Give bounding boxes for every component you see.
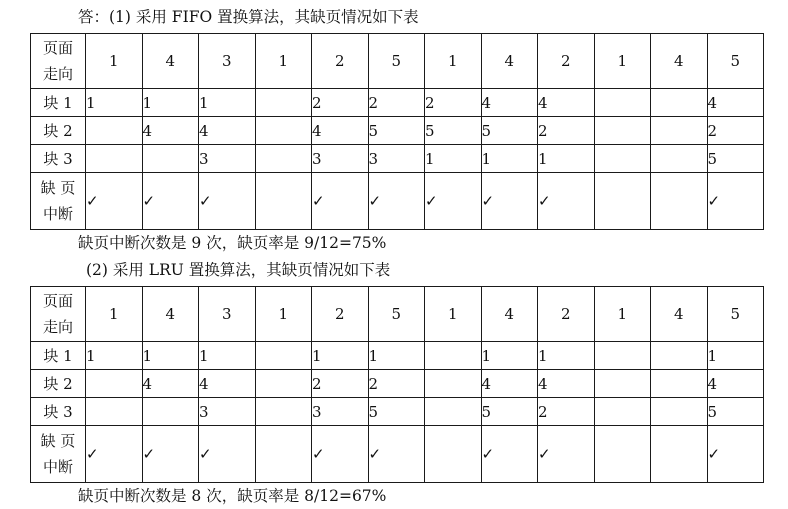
check-mark-icon: ✓ (707, 192, 721, 210)
block1-cell: 4 (707, 89, 764, 117)
fault-cell (594, 173, 651, 230)
page-cell: 2 (312, 34, 369, 89)
block3-label: 块 3 (31, 145, 86, 173)
fault-cell (86, 426, 143, 483)
page-cell: 4 (651, 287, 708, 342)
block3-row (31, 145, 764, 173)
block1-cell: 1 (481, 342, 538, 370)
block2-label: 块 2 (31, 370, 86, 398)
block3-row (31, 398, 764, 426)
block1-cell (594, 89, 651, 117)
block2-cell: 2 (707, 117, 764, 145)
fault-cell (255, 426, 312, 483)
block1-cell: 1 (312, 342, 369, 370)
block2-cell (255, 117, 312, 145)
lru-table (30, 286, 764, 483)
check-mark-icon: ✓ (312, 192, 325, 210)
block2-cell: 5 (481, 117, 538, 145)
fault-cell (481, 426, 538, 483)
block2-cell: 4 (707, 370, 764, 398)
block2-cell: 4 (199, 370, 256, 398)
block3-cell: 3 (368, 145, 425, 173)
page-sequence-row (31, 287, 764, 342)
fault-cell (538, 173, 595, 230)
block2-cell: 5 (425, 117, 482, 145)
fault-cell (594, 426, 651, 483)
block1-cell (425, 342, 482, 370)
block1-label: 块 1 (31, 89, 86, 117)
block2-cell: 4 (538, 370, 595, 398)
check-mark-icon: ✓ (142, 445, 156, 463)
fault-cell (707, 426, 764, 483)
block3-cell: 5 (368, 398, 425, 426)
fault-cell (651, 173, 708, 230)
block2-cell: 2 (538, 117, 595, 145)
block2-cell: 4 (312, 117, 369, 145)
block1-cell: 4 (481, 89, 538, 117)
page-sequence-label: 页面 走向 (31, 34, 86, 89)
check-mark-icon: ✓ (142, 192, 156, 210)
lru-heading: (2) 采用 LRU 置换算法，其缺页情况如下表 (86, 261, 391, 279)
page-sequence-row (31, 34, 764, 89)
check-mark-icon: ✓ (199, 192, 212, 210)
check-mark-icon: ✓ (199, 445, 212, 463)
block1-cell: 1 (142, 342, 199, 370)
block1-cell (255, 89, 312, 117)
block1-cell: 1 (199, 342, 256, 370)
fifo-summary: 缺页中断次数是 9 次，缺页率是 9/12=75% (78, 234, 387, 252)
block2-cell: 2 (312, 370, 369, 398)
fault-cell (481, 173, 538, 230)
block1-cell (651, 89, 708, 117)
page-cell: 2 (312, 287, 369, 342)
block1-cell (255, 342, 312, 370)
page-cell: 3 (199, 287, 256, 342)
block2-row (31, 370, 764, 398)
check-mark-icon: ✓ (425, 192, 438, 210)
check-mark-icon: ✓ (368, 192, 382, 210)
fault-cell (312, 173, 369, 230)
block2-cell: 4 (199, 117, 256, 145)
page-cell: 1 (425, 287, 482, 342)
check-mark-icon: ✓ (368, 445, 382, 463)
block1-row (31, 342, 764, 370)
page-cell: 5 (707, 287, 764, 342)
block2-cell: 2 (368, 370, 425, 398)
block1-cell: 1 (86, 342, 143, 370)
page-fault-row (31, 426, 764, 483)
page-sequence-label: 页面 走向 (31, 287, 86, 342)
block1-cell: 1 (538, 342, 595, 370)
fault-cell (142, 173, 199, 230)
block3-cell (142, 398, 199, 426)
page-cell: 1 (86, 34, 143, 89)
fifo-table (30, 33, 764, 230)
block3-cell (651, 398, 708, 426)
block1-cell: 1 (142, 89, 199, 117)
block1-cell: 2 (425, 89, 482, 117)
check-mark-icon: ✓ (481, 445, 495, 463)
page-cell: 4 (481, 34, 538, 89)
check-mark-icon: ✓ (707, 445, 721, 463)
block1-cell (594, 342, 651, 370)
block2-cell: 5 (368, 117, 425, 145)
page-cell: 4 (481, 287, 538, 342)
block3-cell (255, 145, 312, 173)
block3-cell (425, 398, 482, 426)
block3-cell: 5 (707, 398, 764, 426)
page-cell: 2 (538, 287, 595, 342)
fault-cell (312, 426, 369, 483)
block3-cell: 3 (312, 398, 369, 426)
fault-cell (86, 173, 143, 230)
check-mark-icon: ✓ (481, 192, 495, 210)
block2-cell (425, 370, 482, 398)
block2-cell (594, 117, 651, 145)
block1-cell: 1 (368, 342, 425, 370)
fault-cell (538, 426, 595, 483)
block3-cell (142, 145, 199, 173)
block3-cell (86, 145, 143, 173)
page-cell: 1 (255, 287, 312, 342)
block3-cell (255, 398, 312, 426)
page-cell: 1 (594, 287, 651, 342)
block2-cell: 4 (142, 370, 199, 398)
check-mark-icon: ✓ (86, 445, 99, 463)
block1-row (31, 89, 764, 117)
block1-cell: 1 (86, 89, 143, 117)
block3-label: 块 3 (31, 398, 86, 426)
block2-cell (86, 117, 143, 145)
page-fault-label: 缺 页 中断 (31, 426, 86, 483)
fault-cell (651, 426, 708, 483)
page-cell: 1 (86, 287, 143, 342)
block1-label: 块 1 (31, 342, 86, 370)
fault-cell (199, 426, 256, 483)
block3-cell (594, 398, 651, 426)
block1-cell: 1 (199, 89, 256, 117)
page-fault-row (31, 173, 764, 230)
block3-cell (86, 398, 143, 426)
check-mark-icon: ✓ (86, 192, 99, 210)
block2-label: 块 2 (31, 117, 86, 145)
page-cell: 4 (651, 34, 708, 89)
fault-cell (255, 173, 312, 230)
page-cell: 4 (142, 34, 199, 89)
page-cell: 4 (142, 287, 199, 342)
page-cell: 5 (707, 34, 764, 89)
block1-cell: 2 (368, 89, 425, 117)
block3-cell: 5 (707, 145, 764, 173)
fifo-heading: 答：(1) 采用 FIFO 置换算法，其缺页情况如下表 (78, 8, 419, 26)
fault-cell (425, 173, 482, 230)
check-mark-icon: ✓ (538, 192, 551, 210)
block3-cell: 1 (538, 145, 595, 173)
page-cell: 5 (368, 287, 425, 342)
fault-cell (368, 426, 425, 483)
block1-cell: 1 (707, 342, 764, 370)
block2-cell (255, 370, 312, 398)
check-mark-icon: ✓ (538, 445, 551, 463)
block2-cell (594, 370, 651, 398)
block2-cell (86, 370, 143, 398)
block3-cell (651, 145, 708, 173)
check-mark-icon: ✓ (312, 445, 325, 463)
block3-cell: 5 (481, 398, 538, 426)
block1-cell: 4 (538, 89, 595, 117)
lru-summary: 缺页中断次数是 8 次，缺页率是 8/12=67% (78, 487, 387, 505)
page-fault-label: 缺 页 中断 (31, 173, 86, 230)
fault-cell (199, 173, 256, 230)
fault-cell (142, 426, 199, 483)
block2-row (31, 117, 764, 145)
block3-cell: 1 (481, 145, 538, 173)
block3-cell: 3 (312, 145, 369, 173)
page-cell: 1 (255, 34, 312, 89)
fault-cell (707, 173, 764, 230)
block2-cell: 4 (481, 370, 538, 398)
block1-cell: 2 (312, 89, 369, 117)
fault-cell (425, 426, 482, 483)
block2-cell (651, 117, 708, 145)
page-cell: 1 (425, 34, 482, 89)
page-cell: 3 (199, 34, 256, 89)
page-cell: 1 (594, 34, 651, 89)
block3-cell: 3 (199, 145, 256, 173)
block2-cell: 4 (142, 117, 199, 145)
block2-cell (651, 370, 708, 398)
block3-cell: 2 (538, 398, 595, 426)
page-cell: 5 (368, 34, 425, 89)
block3-cell: 1 (425, 145, 482, 173)
block1-cell (651, 342, 708, 370)
fault-cell (368, 173, 425, 230)
page-cell: 2 (538, 34, 595, 89)
block3-cell (594, 145, 651, 173)
block3-cell: 3 (199, 398, 256, 426)
